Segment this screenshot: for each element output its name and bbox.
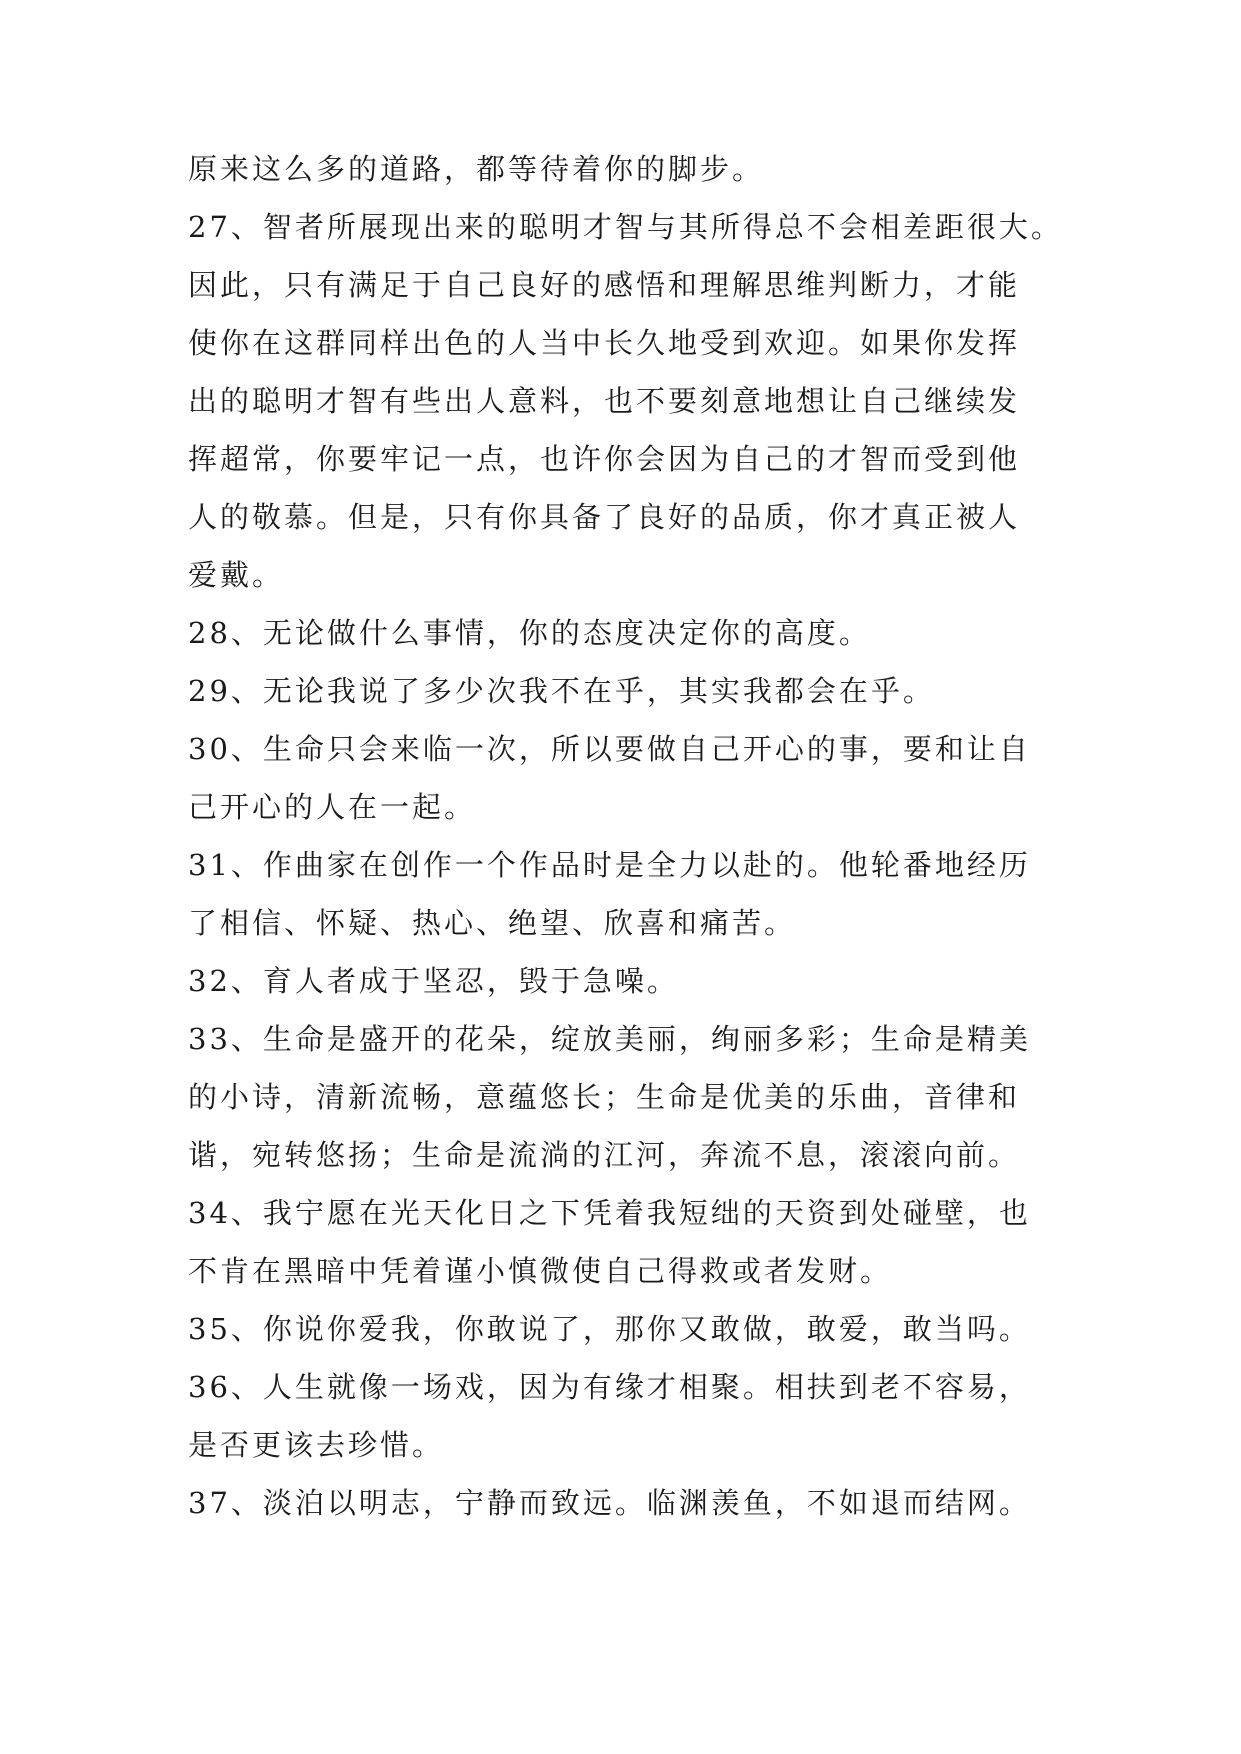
text-line: 谐，宛转悠扬；生命是流淌的江河，奔流不息，滚滚向前。 — [188, 1138, 1021, 1172]
text-line: 36、人生就像一场戏，因为有缘才相聚。相扶到老不容易， — [188, 1370, 1031, 1404]
text-line: 27、智者所展现出来的聪明才智与其所得总不会相差距很大。 — [188, 210, 1063, 244]
text-line: 己开心的人在一起。 — [188, 790, 477, 824]
text-line: 28、无论做什么事情，你的态度决定你的高度。 — [188, 616, 871, 650]
text-line: 爱戴。 — [188, 558, 285, 592]
text-line: 出的聪明才智有些出人意料，也不要刻意地想让自己继续发 — [188, 384, 1021, 418]
text-line: 不肯在黑暗中凭着谨小慎微使自己得救或者发财。 — [188, 1254, 893, 1288]
text-line: 因此，只有满足于自己良好的感悟和理解思维判断力，才能 — [188, 268, 1021, 302]
text-line: 是否更该去珍惜。 — [188, 1428, 445, 1462]
text-line: 的小诗，清新流畅，意蕴悠长；生命是优美的乐曲，音律和 — [188, 1080, 1021, 1114]
text-line: 使你在这群同样出色的人当中长久地受到欢迎。如果你发挥 — [188, 326, 1021, 360]
text-line: 了相信、怀疑、热心、绝望、欣喜和痛苦。 — [188, 906, 797, 940]
text-line: 人的敬慕。但是，只有你具备了良好的品质，你才真正被人 — [188, 500, 1021, 534]
text-line: 33、生命是盛开的花朵，绽放美丽，绚丽多彩；生命是精美 — [188, 1022, 1031, 1056]
text-line: 34、我宁愿在光天化日之下凭着我短绌的天资到处碰壁，也 — [188, 1196, 1031, 1230]
text-line: 原来这么多的道路，都等待着你的脚步。 — [188, 152, 765, 186]
text-line: 29、无论我说了多少次我不在乎，其实我都会在乎。 — [188, 674, 935, 708]
text-line: 31、作曲家在创作一个作品时是全力以赴的。他轮番地经历 — [188, 848, 1031, 882]
text-line: 37、淡泊以明志，宁静而致远。临渊羡鱼，不如退而结网。 — [188, 1486, 1031, 1520]
text-line: 32、育人者成于坚忍，毁于急噪。 — [188, 964, 679, 998]
text-line: 挥超常，你要牢记一点，也许你会因为自己的才智而受到他 — [188, 442, 1021, 476]
text-line: 30、生命只会来临一次，所以要做自己开心的事，要和让自 — [188, 732, 1031, 766]
text-line: 35、你说你爱我，你敢说了，那你又敢做，敢爱，敢当吗。 — [188, 1312, 1031, 1346]
